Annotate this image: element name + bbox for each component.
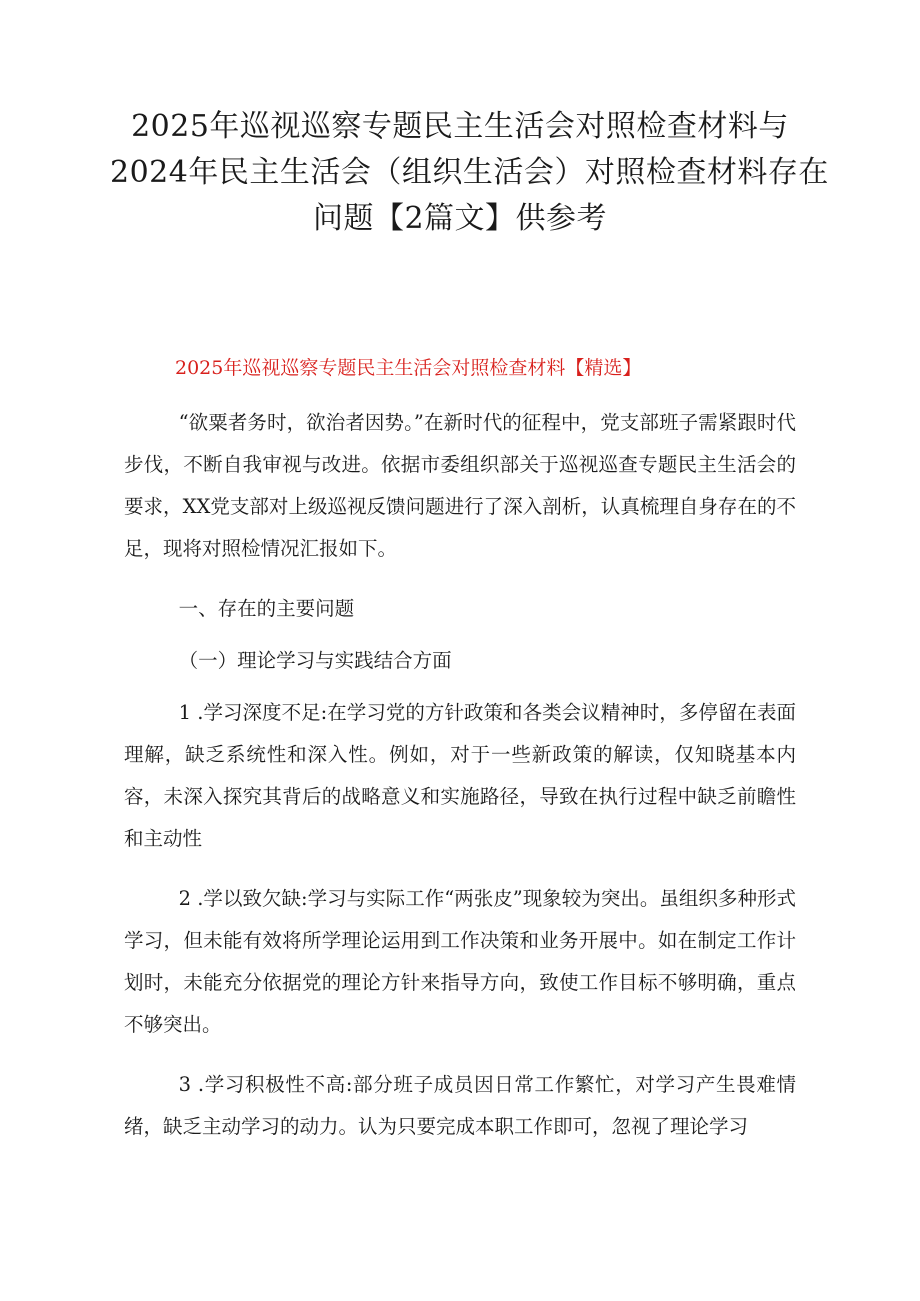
subsection-heading-1: （一）理论学习与实践结合方面 <box>178 649 452 672</box>
title-line-3: 问题【2篇文】供参考 <box>312 201 608 236</box>
document-title <box>110 104 829 242</box>
problem-item-1: 1 .学习深度不足:在学习党的方针政策和各类会议精神时，多停留在表面理解，缺乏系统性和深入性。例如，对于一些新政策的解读，仅知晓基本内容，未深入探究其背后的战略意义和实施路径，导致在执行过程中缺乏前瞻性和主动性 <box>124 701 796 850</box>
document-body <box>124 402 796 1166</box>
section-heading: 2025年巡视巡察专题民主生活会对照检查材料【精选】 <box>175 357 642 379</box>
title-line-1: 2025年巡视巡察专题民主生活会对照检查材料与 <box>131 109 789 144</box>
problem-item-2: 2 .学以致欠缺:学习与实际工作“两张皮”现象较为突出。虽组织多种形式学习，但未能有效将所学理论运用到工作决策和业务开展中。如在制定工作计划时，未能充分依据党的理论方针来指导方向，致使工作目标不够明确，重点不够突出。 <box>124 887 796 1036</box>
intro-paragraph: “欲粟者务时，欲治者因势。”在新时代的征程中，党支部班子需紧跟时代步伐，不断自我审视与改进。依据市委组织部关于巡视巡查专题民主生活会的要求，XX党支部对上级巡视反馈问题进行了深入剖析，认真梳理自身存在的不足，现将对照检情况汇报如下。 <box>124 411 796 560</box>
problem-item-3: 3 .学习积极性不高:部分班子成员因日常工作繁忙，对学习产生畏难情绪，缺乏主动学习的动力。认为只要完成本职工作即可，忽视了理论学习 <box>124 1073 796 1138</box>
title-line-2: 2024年民主生活会（组织生活会）对照检查材料存在 <box>110 155 829 190</box>
main-problems-heading: 一、存在的主要问题 <box>178 597 355 620</box>
